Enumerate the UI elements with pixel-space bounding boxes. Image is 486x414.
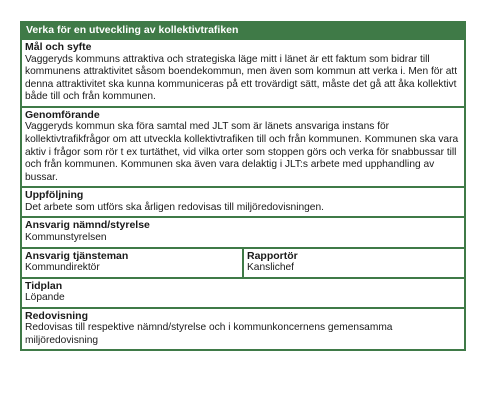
reporting-heading: Redovisning [25,309,89,322]
section-followup-heading: Uppföljning [25,189,84,202]
section-followup-text: Det arbete som utförs ska årligen redovisas till miljöredovisningen. [25,201,324,213]
reporting-text: Redovisas till respektive nämnd/styrelse och i kommunkoncernens gemensamma miljöredovisning [25,322,393,346]
reporter-text: Kanslichef [247,262,295,274]
reporter-heading: Rapportör [247,249,298,262]
schedule-text: Löpande [25,292,65,304]
section-implementation-text: Vaggeryds kommun ska föra samtal med JLT som är länets ansvariga instans för kollektivtrafikfrågor om att utveckla kollektivtrafiken till och från kommunen. Kommunen ska vara aktiv i frågor som rör t ex turtäthet, vid vilka orter som stoppen görs och verka för snabbussar till och från kommunen. Kommunen ska även vara delaktig i JLT:s arbete med upphandling av bussar. [25,121,459,183]
table-title: Verka för en utveckling av kollektivtrafiken [22,23,464,38]
section-reporting [22,307,464,350]
section-implementation [22,106,464,186]
section-followup [22,186,464,216]
section-responsible-board [22,216,464,246]
responsible-official-heading: Ansvarig tjänsteman [25,249,129,262]
section-goal-heading: Mål och syfte [25,41,92,53]
section-responsible-board-heading: Ansvarig nämnd/styrelse [25,219,150,232]
responsible-official-text: Kommundirektör [25,262,100,274]
section-official-reporter [22,247,464,277]
section-implementation-heading: Genomförande [25,108,100,121]
reporter-cell [244,249,464,277]
section-responsible-board-text: Kommunstyrelsen [25,231,107,243]
responsible-official-cell [22,249,244,277]
section-goal-text: Vaggeryds kommuns attraktiva och strategiska läge mitt i länet är ett faktum som bidrar till kommunens attraktivitet såsom boendekommun, men även som kommun att verka i. Men för att denna attraktivitet ska kunna kommuniceras på ett trovärdigt sätt, måste det gå att åka kollektivt både till och från kommunen. [25,53,458,103]
section-goal [22,38,464,106]
section-schedule [22,277,464,307]
schedule-heading: Tidplan [25,279,63,292]
action-table [20,21,466,351]
